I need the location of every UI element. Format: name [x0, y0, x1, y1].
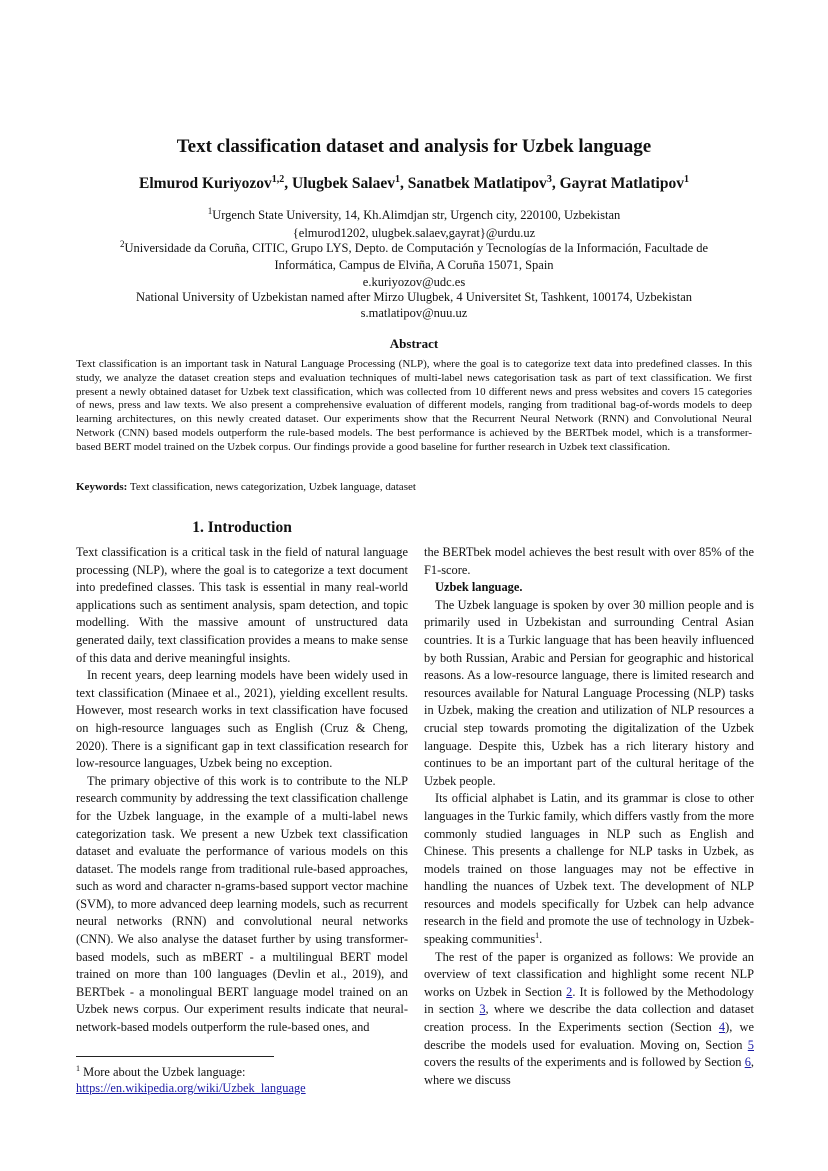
paragraph-text: , where we describe the data collection and dataset creation process. In the Experiments section (Section [424, 1002, 754, 1035]
abstract-heading: Abstract [389, 336, 439, 351]
right-column [424, 544, 754, 1089]
paragraph: Text classification is a critical task in the field of natural language processing (NLP), where the goal is to categorize a text document into predefined classes. This task is essential in many real-world applications such as sentiment analysis, spam detection, and topic modelling. With the massive amount of unstructured data generated daily, text classification provides a means to make sense of this data and derive meaningful insights. [76, 545, 408, 665]
paragraph-text: The rest of the paper is organized as follows: We provide an overview of text classification and highlight some recent NLP works on Uzbek in Section [424, 949, 754, 999]
section-ref-link[interactable]: 3 [479, 1002, 486, 1017]
author-name: Ulugbek Salaev [292, 175, 395, 192]
author-name: Elmurod Kuriyozov [139, 175, 272, 192]
section-ref-link[interactable]: 5 [747, 1037, 754, 1052]
footnote-text: More about the Uzbek language: [80, 1065, 246, 1079]
affiliation-1-address: Urgench State University, 14, Kh.Alimdjan str, Urgench city, 220100, Uzbekistan [212, 208, 621, 222]
affiliation-2-address-line1: Universidade da Coruña, CITIC, Grupo LYS, Depto. de Computación y Tecnologías de la Información, Facultade de [124, 241, 709, 255]
affiliation-2 [0, 239, 828, 257]
paragraph-text: . It is followed by the Methodology in section [424, 984, 754, 1017]
footnote-link[interactable]: https://en.wikipedia.org/wiki/Uzbek_language [76, 1081, 306, 1095]
affiliation-mark: 1 [207, 205, 213, 216]
abstract-text: Text classification is an important task in Natural Language Processing (NLP), where the goal is to categorize text data into predefined classes. In this study, we analyze the dataset creation steps and evaluation techniques of multi-label news categorisation task as part of text classification. We first present a newly obtained dataset for Uzbek text classification, which was collected from 10 different news and press websites and covers 15 categories of news, press and law texts. We also present a comprehensive evaluation of different models, ranging from traditional bag-of-words models to deep learning architectures, on this newly created dataset. Our experiments show that the Recurrent Neural Network (RNN) and Convolutional Neural Network (CNN) based models outperform the rule-based models. The best performance is achieved by the BERTbek model, which is a transformer-based BERT model trained on the Uzbek corpus. Our findings provide a good baseline for further research in Uzbek text classification. [76, 358, 752, 453]
section-ref-link[interactable]: 6 [744, 1055, 751, 1070]
affiliation-2-address-line2: Informática, Campus de Elviña, A Coruña 15071, Spain [274, 258, 554, 272]
affiliation-2-email: e.kuriyozov@udc.es [362, 275, 466, 289]
paragraph [424, 790, 754, 948]
affiliation-1 [0, 206, 828, 224]
paragraph-text: , where we discuss [424, 1055, 754, 1087]
paragraph: The Uzbek language is spoken by over 30 million people and is primarily used in Uzbekistan and surrounding Central Asian countries. It is a Turkic language that has been heavily influenced by both Russian, Arabic and Persian for geographic and historical reasons. As a low-resource language, there is limited research and resources available for Natural Language Processing (NLP) tasks in Uzbek, making the creation and utilization of NLP resources a crucial step towards promoting the digitalization of the Uzbek language. Despite this, Uzbek has a rich literary history and continues to be an important part of the cultural heritage of the Uzbek people. [424, 597, 754, 788]
affiliation-mark: 2 [119, 238, 125, 249]
paragraph: In recent years, deep learning models have been widely used in text classification (Minaee et al., 2021), yielding excellent results. However, most research works in text classification have focused on high-resource languages such as English (Cruz & Cheng, 2020). There is a significant gap in text classification research for low-resource languages, Uzbek being no exception. [76, 668, 408, 771]
keywords-label: Keywords: [76, 481, 128, 493]
section-ref-link[interactable]: 2 [566, 984, 573, 999]
footnote [76, 1064, 476, 1096]
footnote-mark[interactable]: 1 [535, 930, 540, 940]
paragraph: The primary objective of this work is to contribute to the NLP research community by addressing the text classification challenge for the Uzbek language, in the example of a multi-label news categorization task. We present a new Uzbek text classification dataset and evaluate the performance of various models on this dataset. The models range from traditional rule-based approaches, such as word and character n-grams-based support vector machine (SVM), to more advanced deep learning models, such as recurrent neural networks (RNN) and convolutional neural networks (CNN). We also analyse the dataset further by using transformer-based models, such as mBERT - a multilingual BERT model trained on more than 100 languages (Devlin et al., 2019), and BERTbek - a monolingual BERT language model trained on an Uzbek news corpus. Our experiment results indicate that neural-network-based models outperform the rule-based ones, and [76, 773, 408, 1035]
footnote-divider [76, 1056, 274, 1057]
paragraph-text-end: . [539, 932, 543, 947]
affiliation-3-address: National University of Uzbekistan named after Mirzo Ulugbek, 4 Universitet St, Tashkent, 100174, Uzbekistan [135, 290, 693, 304]
section-ref-link[interactable]: 4 [718, 1020, 726, 1035]
left-column [76, 544, 408, 1037]
affiliation-3-email: s.matlatipov@nuu.uz [360, 306, 468, 320]
author-affiliation-mark: 1 [683, 173, 689, 185]
keywords [76, 481, 752, 493]
paragraph: the BERTbek model achieves the best result with over 85% of the F1-score. [424, 545, 754, 577]
paragraph-text: ), we describe the models used for evaluation. Moving on, Section [424, 1020, 754, 1052]
paragraph-text: covers the results of the experiments and is followed by Section [424, 1055, 745, 1070]
author-affiliation-mark: 1 [394, 173, 400, 185]
affiliation-1-email: {elmurod1202, ulugbek.salaev,gayrat}@urdu.uz [292, 226, 536, 240]
author-name: Gayrat Matlatipov [559, 175, 684, 192]
author-list: Elmurod Kuriyozov$^{1,2}$, Ulugbek Salaev$^1$, Sanatbek Matlatipov$^3$, Gayrat Matlatipov$^1$ [139, 173, 689, 192]
subsection-heading: Uzbek language. [435, 580, 523, 595]
paragraph-text: Its official alphabet is Latin, and its grammar is close to other languages in the Turkic family, which differs vastly from the more commonly studied languages in NLP such as English and Chinese. This presents a challenge for NLP tasks in Uzbek, as models trained on those languages may not be effective in handling the nuances of Uzbek text. The development of NLP resources and models specifically for Uzbek can help advance research in the field and promote the use of technology in Uzbek-speaking communities [424, 791, 754, 947]
footnote-number: 1 [76, 1063, 80, 1073]
author-affiliation-mark: 1,2 [271, 173, 285, 185]
author-affiliation-mark: 3 [546, 173, 552, 185]
author-name: Sanatbek Matlatipov [407, 175, 547, 192]
paper-title: Text classification dataset and analysis for Uzbek language [176, 136, 652, 157]
keywords-text: Text classification, news categorization, Uzbek language, dataset [127, 481, 416, 493]
section-heading: 1. Introduction [192, 519, 292, 536]
